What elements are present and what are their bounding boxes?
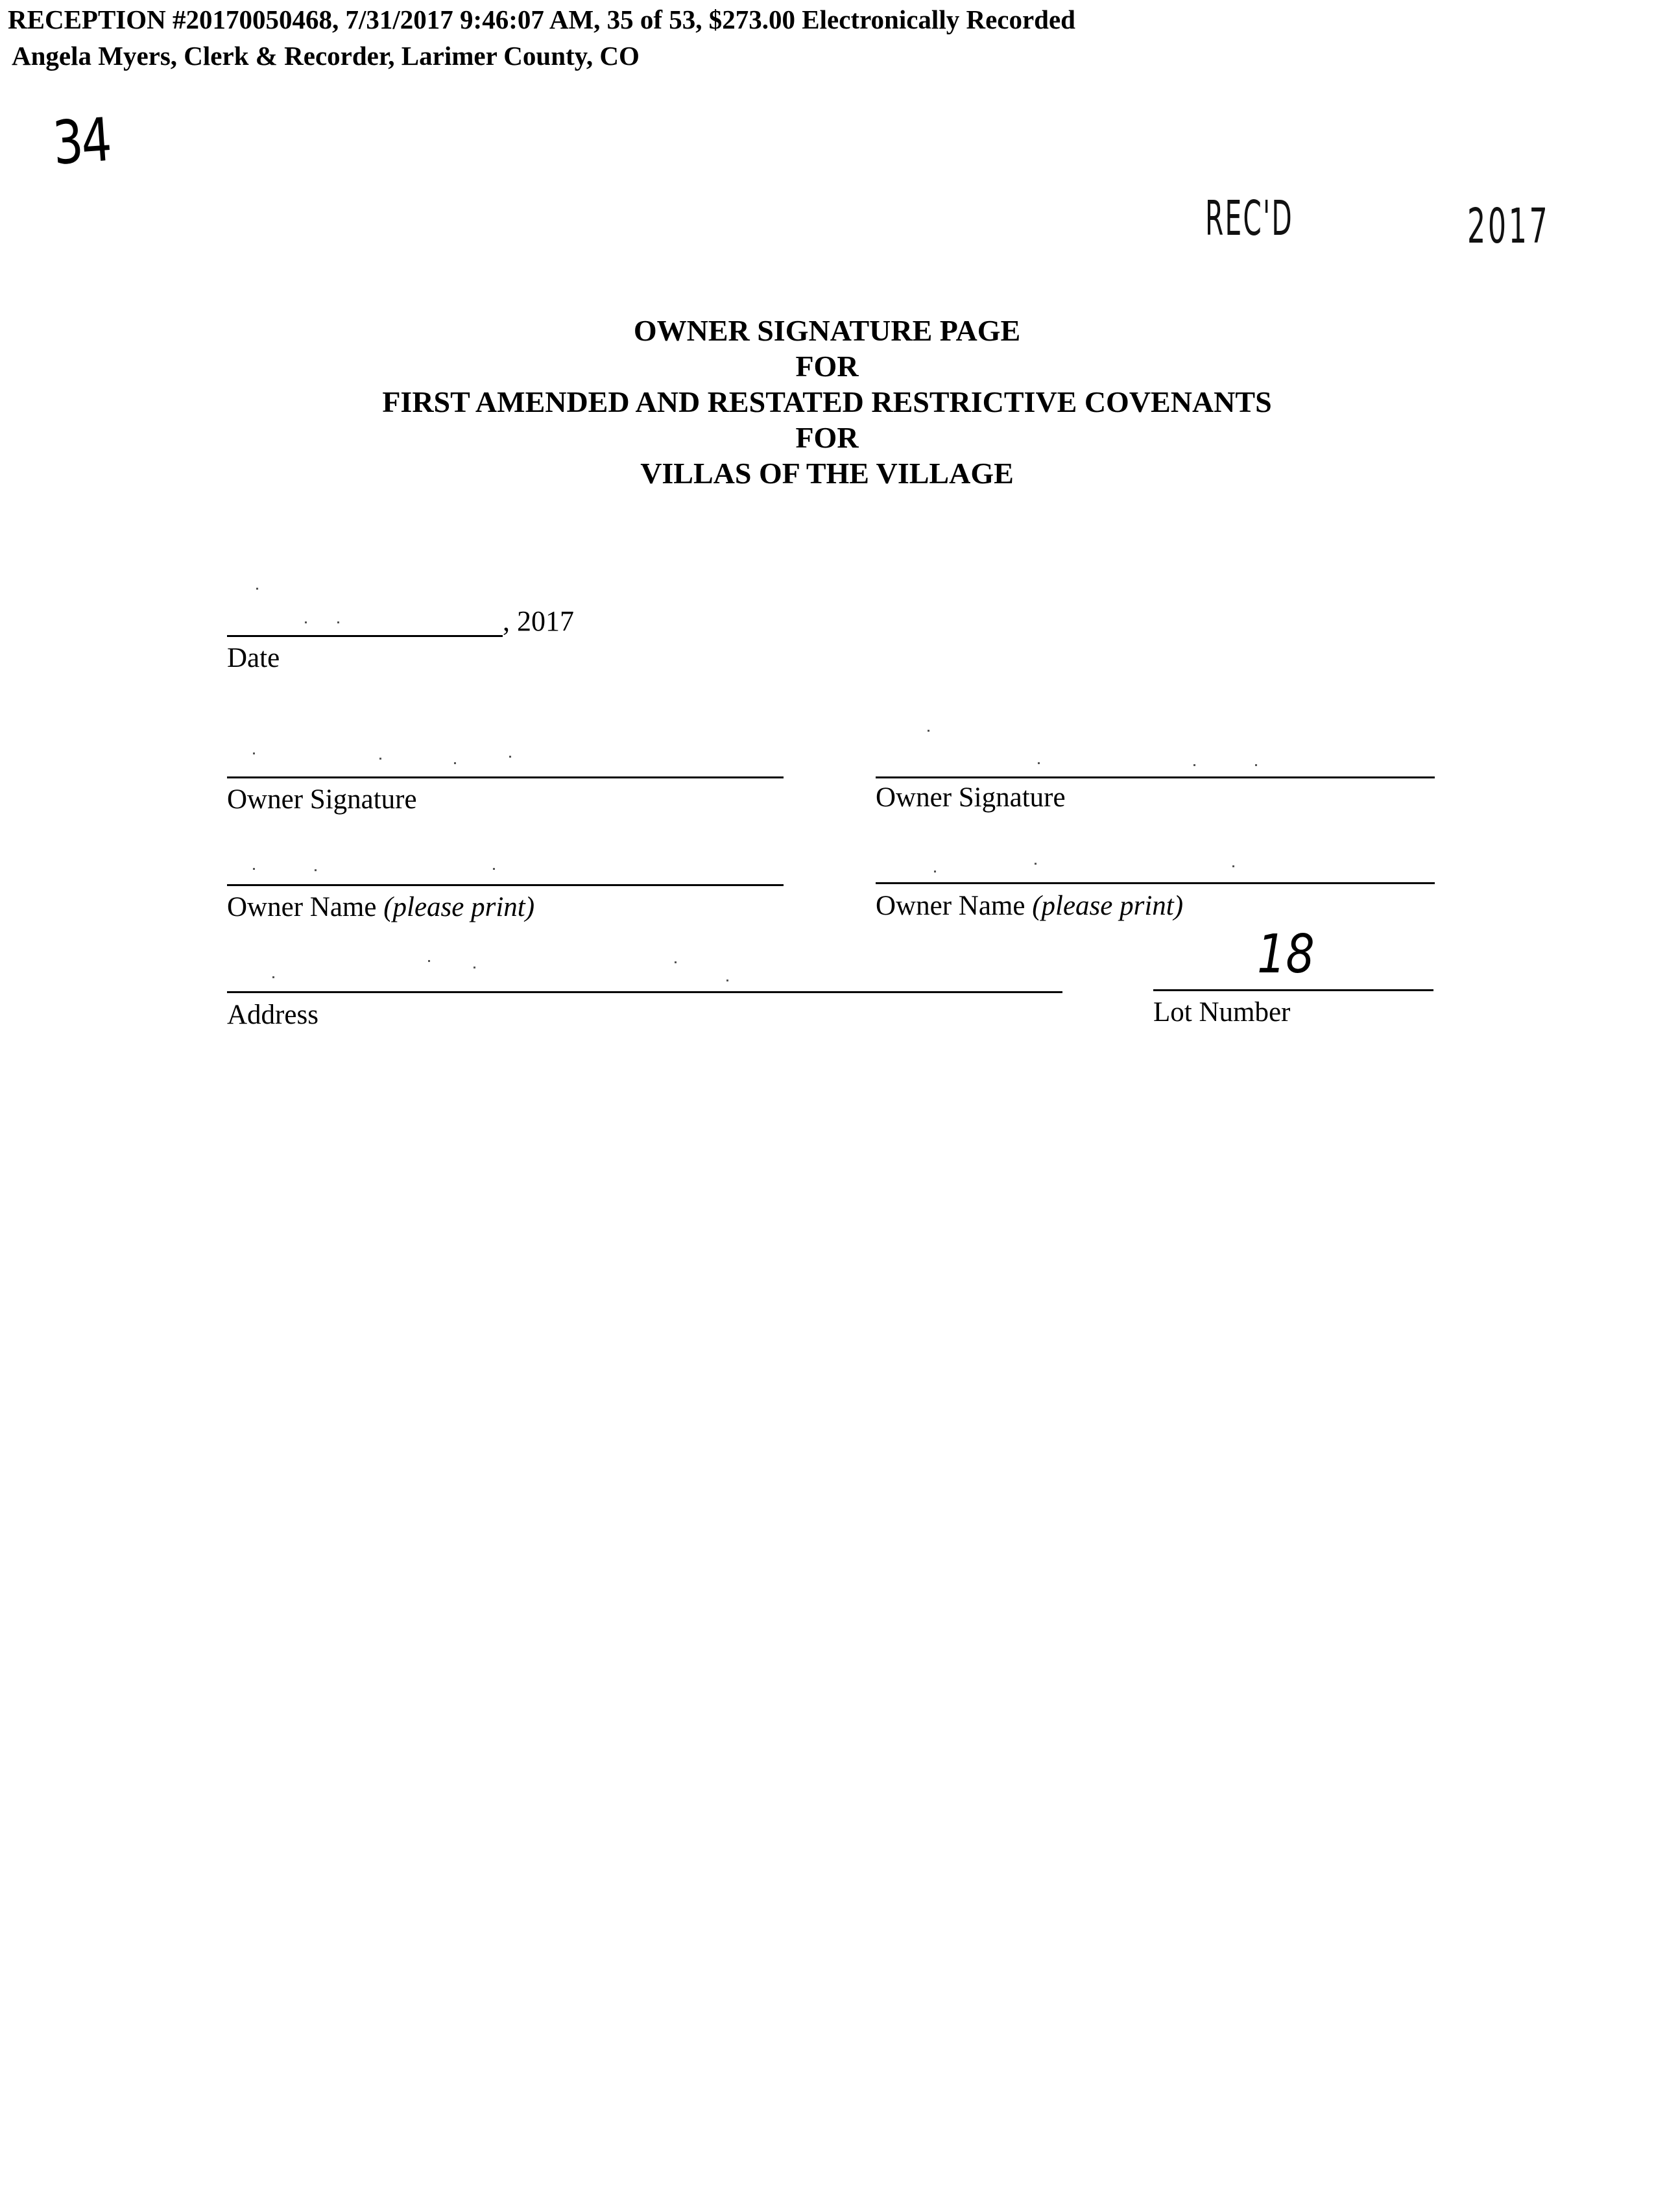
date-label: Date xyxy=(227,643,280,673)
faint-mark xyxy=(305,621,307,623)
owner-name-hint-left: (please print) xyxy=(383,892,535,922)
owner-name-text-left: Owner Name xyxy=(227,892,384,922)
faint-mark xyxy=(473,967,475,968)
faint-mark xyxy=(675,961,677,963)
address-line[interactable] xyxy=(227,991,1062,993)
faint-mark xyxy=(726,980,728,981)
recording-header: RECEPTION #20170050468, 7/31/2017 9:46:07 AM, 35 of 53, $273.00 Electronically Recorded xyxy=(8,5,1075,34)
faint-mark xyxy=(509,756,511,758)
received-stamp-year: 2017 xyxy=(1467,198,1550,254)
faint-mark xyxy=(253,868,255,870)
owner-signature-label-left: Owner Signature xyxy=(227,784,417,815)
date-line[interactable] xyxy=(227,635,503,637)
document-title xyxy=(0,313,1654,491)
faint-mark xyxy=(1232,865,1234,867)
owner-name-label-left xyxy=(227,891,534,923)
title-line-4: FOR xyxy=(795,421,859,454)
owner-signature-line-left[interactable] xyxy=(227,776,784,778)
owner-name-label-right xyxy=(876,890,1183,922)
faint-mark xyxy=(928,730,929,732)
faint-mark xyxy=(1038,762,1040,764)
faint-mark xyxy=(934,871,936,872)
owner-name-line-left[interactable] xyxy=(227,884,784,886)
title-line-1: OWNER SIGNATURE PAGE xyxy=(633,314,1021,347)
owner-name-line-right[interactable] xyxy=(876,882,1435,884)
faint-mark xyxy=(315,869,317,871)
faint-mark xyxy=(454,762,456,764)
faint-mark xyxy=(379,758,381,760)
clerk-header: Angela Myers, Clerk & Recorder, Larimer County, CO xyxy=(12,41,640,71)
faint-mark xyxy=(493,868,495,870)
faint-mark xyxy=(337,621,339,623)
lot-number-value: 18 xyxy=(1257,924,1315,985)
title-line-3: FIRST AMENDED AND RESTATED RESTRICTIVE COVENANTS xyxy=(382,385,1272,418)
lot-number-label: Lot Number xyxy=(1153,997,1291,1028)
owner-name-hint-right: (please print) xyxy=(1032,891,1184,921)
received-stamp: REC'D xyxy=(1205,191,1293,246)
address-label: Address xyxy=(227,1000,318,1030)
lot-number-line[interactable] xyxy=(1153,989,1433,991)
faint-mark xyxy=(1255,764,1257,766)
faint-mark xyxy=(1035,863,1037,865)
faint-mark xyxy=(272,976,274,978)
owner-signature-label-right: Owner Signature xyxy=(876,782,1066,813)
faint-mark xyxy=(428,960,430,962)
title-line-5: VILLAS OF THE VILLAGE xyxy=(640,457,1014,490)
date-year: , 2017 xyxy=(503,605,574,637)
owner-name-text-right: Owner Name xyxy=(876,891,1033,921)
faint-mark xyxy=(253,752,255,754)
faint-mark xyxy=(256,588,258,590)
handwritten-page-mark: 34 xyxy=(51,104,112,178)
title-line-2: FOR xyxy=(795,350,859,383)
owner-signature-line-right[interactable] xyxy=(876,776,1435,778)
faint-mark xyxy=(1193,764,1195,766)
